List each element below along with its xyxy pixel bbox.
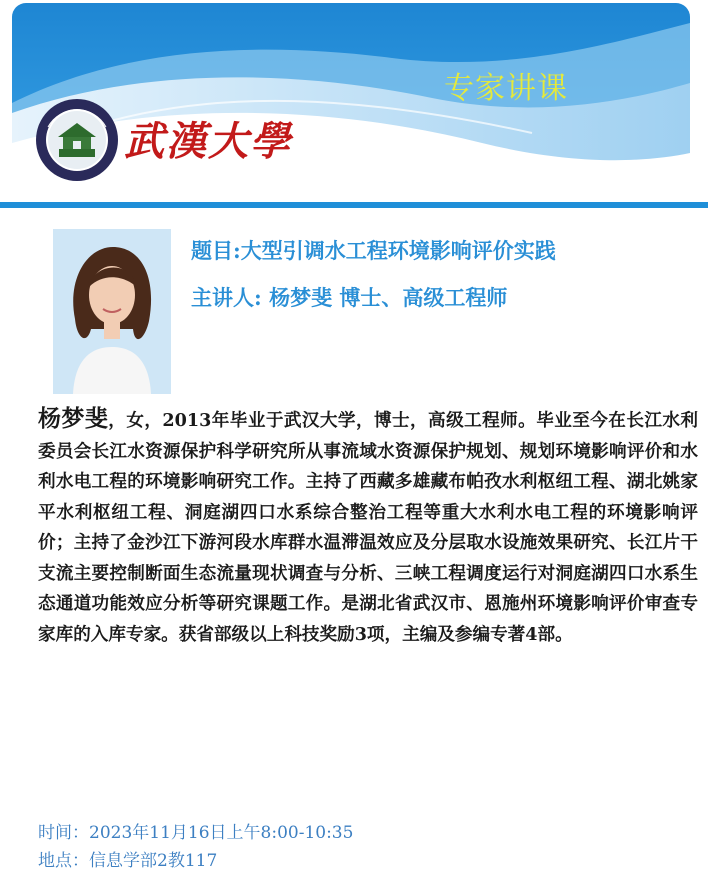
- talk-title: 题目:大型引调水工程环境影响评价实践: [191, 238, 556, 263]
- university-logo: [34, 97, 120, 183]
- bio-text: ，女，2013年毕业于武汉大学，博士，高级工程师。毕业至今在长江水利委员会长江水资源保护科学研究所从事流域水资源保护规划、规划环境影响评价和水利水电工程的环境影响研究工作。主持了西藏多雄藏布帕孜水利枢纽工程、湖北姚家平水利枢纽工程、洞庭湖四口水系综合整治工程等重大水利水电工程的环境影响评价；主持了金沙江下游河段水库群水温滞温效应及分层取水设施效果研究、长江片干支流主要控制断面生态流量现状调查与分析、三峡工程调度运行对洞庭湖四口水系生态通道功能效应分析等研究课题工作。是湖北省武汉市、恩施州环境影响评价审查专家库的入库专家。获省部级以上科技奖励3项，主编及参编专著4部。: [38, 410, 698, 645]
- talk-place: 地点：信息学部2教117: [38, 851, 218, 871]
- speaker-photo: [53, 229, 171, 394]
- bio-name: 杨梦斐: [38, 405, 109, 432]
- divider-rule: [0, 202, 708, 208]
- university-name: 武漢大學: [124, 118, 292, 165]
- banner-title: 专家讲课: [444, 71, 568, 106]
- speaker-bio: [38, 404, 698, 650]
- header-banner: [12, 3, 690, 198]
- talk-time: 时间：2023年11月16日上午8:00-10:35: [38, 823, 354, 843]
- speaker-line: 主讲人: 杨梦斐 博士、高级工程师: [191, 285, 508, 310]
